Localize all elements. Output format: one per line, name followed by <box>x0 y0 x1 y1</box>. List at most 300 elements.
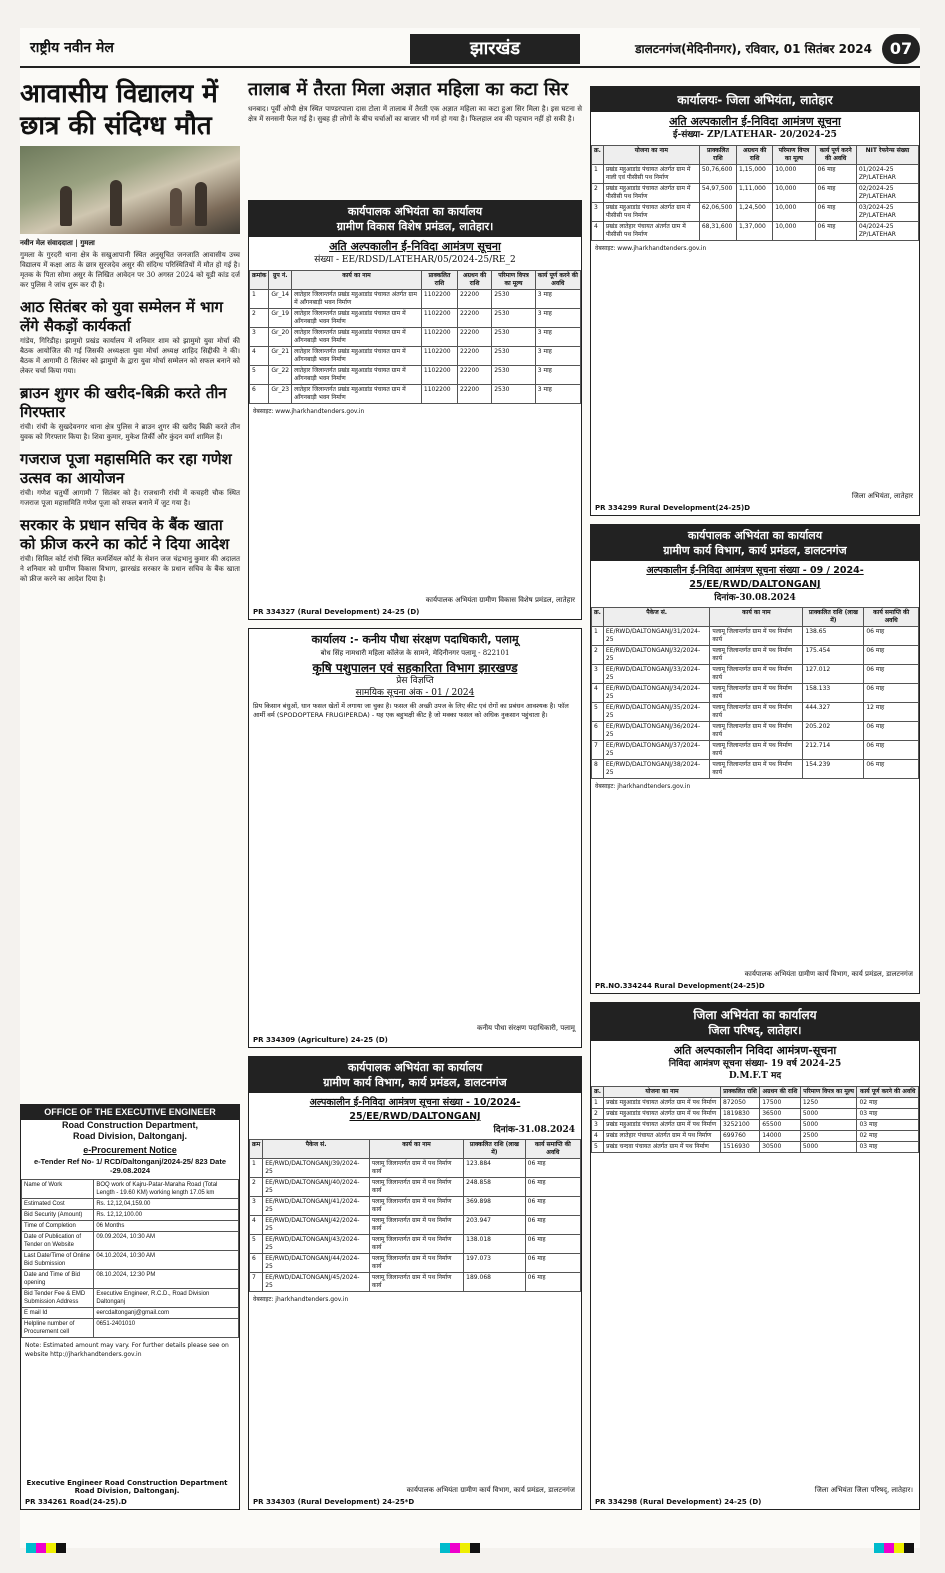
trwd-table-cell: 12 माह <box>864 703 919 722</box>
tzp-table-row <box>592 1109 919 1120</box>
tender1-table-row <box>250 309 581 328</box>
tender3-org1: कार्यपालक अभियंता का कार्यालय <box>347 1061 483 1074</box>
rcd-table-cell: 06 Months <box>94 1221 239 1232</box>
tzp-table-header-cell: योजना का नाम <box>604 1087 721 1098</box>
trwd-table-cell: EE/RWD/DALTONGANJ/38/2024-25 <box>603 760 710 779</box>
tzp-table-cell: 17500 <box>760 1098 801 1109</box>
trwd-table-cell: EE/RWD/DALTONGANJ/36/2024-25 <box>603 722 710 741</box>
rcd-table-row <box>22 1221 239 1232</box>
krishi-org2: बोध सिंह नामधारी महिला कॉलेज के सामने, मेदिनीनगर पलामू - 822101 <box>320 649 510 657</box>
trwd-table-cell: 6 <box>592 722 604 741</box>
tlat-table-cell: प्रखंड महुआडांड पंचायत अंतर्गत ग्राम में पीसीसी पथ निर्माण <box>603 203 699 222</box>
tender3-table-cell: 189.068 <box>464 1273 526 1292</box>
trwd-table-header-cell: प्राक्कलित राशि (लाख में) <box>803 608 864 627</box>
tender3-table-cell: 06 माह <box>525 1197 580 1216</box>
tender3-table-cell: 06 माह <box>525 1159 580 1178</box>
trwd-table-header-cell: कार्य का नाम <box>710 608 803 627</box>
trwd-date: दिनांक-30.08.2024 <box>714 593 796 603</box>
trwd-table-cell: 4 <box>592 684 604 703</box>
trwd-table-cell: 158.133 <box>803 684 864 703</box>
tlat-table-row <box>592 165 919 184</box>
tzp-table-cell: 36500 <box>760 1109 801 1120</box>
rcd-table-cell: Executive Engineer, R.C.D., Road Division Daltonganj <box>94 1289 239 1308</box>
tzp-table-header-cell: अग्रधन की राशि <box>760 1087 801 1098</box>
tender1-table-header-cell: ग्रुप नं. <box>269 271 292 290</box>
tender3-table-cell: 123.884 <box>464 1159 526 1178</box>
tlat-table-header-cell: परिमाण विपत्र का मूल्य <box>773 146 815 165</box>
tlat-title: अति अल्पकालीन ई-निविदा आमंत्रण सूचना <box>669 115 841 128</box>
trwd-table-cell: पलामू जिलान्तर्गत ग्राम में पथ निर्माण कार्य <box>710 703 803 722</box>
tzp-org1: जिला अभियंता का कार्यालय <box>693 1008 817 1022</box>
top-body: धनबाद। पूर्वी ओपी क्षेत्र स्थित पाण्डरपाला दास टोला में तालाब में तैरती एक अज्ञात महिला का कटा हुआ सिर मिला है। इस घटना से क्षेत्र में सनसनी फैल गई है। सुबह ही लोगों के बीच चर्चाओं का बाजार भी गर्म हो गया है। फिलहाल शव की पहचान नहीं हो सकी है। <box>248 105 582 123</box>
tender1-table-cell: Gr_20 <box>269 328 292 347</box>
trwd-table-cell: पलामू जिलान्तर्गत ग्राम में पथ निर्माण कार्य <box>710 684 803 703</box>
rcd-table-cell: BOQ work of Kajru-Patar-Maraha Road (Total Length - 19.60 KM) working length 17.05 km <box>94 1180 239 1199</box>
tender1-table-cell: 3 माह <box>535 366 580 385</box>
trwd-table-cell: 7 <box>592 741 604 760</box>
tender1-table-cell: 2530 <box>492 366 536 385</box>
tender3-table-cell: EE/RWD/DALTONGANJ/40/2024-25 <box>263 1178 370 1197</box>
tender3-table-cell: पलामू जिलान्तर्गत ग्राम में पथ निर्माण कार्य <box>369 1273 463 1292</box>
tender1-table-cell: 5 <box>250 366 269 385</box>
tender-zp-latehar-20: कार्यालयः- जिला अभियंता, लातेहार अति अल्पकालीन ई-निविदा आमंत्रण सूचना ई-संख्या- ZP/LATEHAR- 20/2024-25 क्र. योजना का नाम प्राक्कलित राशि अग्रधन की राशि परिमाण विपत्र का मूल्य कार्य पूर्ण करने की अवधि NIT रेफरेन्स संख्या 1 प्रखंड महुआडांड पंचायत अंतर्गत ग्राम में नाली एवं पीसीसी पथ निर्माण 50,76,600 1,15,000 10,000 06 माह 01/2024-25 ZP/LATEHAR 2 प्रखंड महुआडांड पंचायत अंतर्गत ग्राम में पीसीसी पथ निर्माण 54,97,500 1,11,000 10,000 06 माह 02/2024-25 ZP/LATEHAR 3 प्रखंड महुआडांड पंचायत अंतर्गत ग्राम में पीसीसी पथ निर्माण 62,06,500 1,24,500 10,000 06 माह 03/2024-25 ZP/LATEHAR 4 प्रखंड लातेहार पंचायत अंतर्गत ग्राम में पीसीसी पथ निर्माण 68,31,600 1,37,000 10,000 06 माह 04/2024-25 ZP/LATEHAR वेबसाइट: www.jharkhandtenders.gov.in जिला अभियंता, लातेहार PR 334299 Rural Development(24-25)D <box>590 86 920 516</box>
tender1-table-cell: 2 <box>250 309 269 328</box>
trwd-ref: अल्पकालीन ई-निविदा आमंत्रण सूचना संख्या - 09 / 2024-25/EE/RWD/DALTONGANJ <box>646 565 864 590</box>
tender3-table-row <box>250 1235 581 1254</box>
tzp-ref: निविदा आमंत्रण सूचना संख्या- 19 वर्ष 2024-25 <box>668 1059 842 1069</box>
tlat-table-cell: 1 <box>592 165 604 184</box>
trwd-table-cell: 2 <box>592 646 604 665</box>
tender1-table-cell: 1102200 <box>421 290 457 309</box>
rcd-table-row <box>22 1308 239 1319</box>
dateline: डालटनगंज(मेदिनीनगर), रविवार, 01 सितंबर 2024 <box>635 42 872 56</box>
lead-byline: नवीन मेल संवाददाता | गुमला <box>20 238 95 247</box>
rcd-table-cell: 04.10.2024, 10:30 AM <box>94 1251 239 1270</box>
column-2 <box>248 78 582 124</box>
tender-rdsd-latehar: कार्यपालक अभियंता का कार्यालय ग्रामीण विकास विशेष प्रमंडल, लातेहार। अति अल्पकालीन ई-निविदा आमंत्रण सूचना संख्या - EE/RDSD/LATEHAR/05/2024-25/RE_2 क्रमांक ग्रुप नं. कार्य का नाम प्राक्कलित राशि अग्रधन की राशि परिमाण विपत्र का मूल्य कार्य पूर्ण करने की अवधि 1 Gr_14 लातेहार जिलान्तर्गत प्रखंड महुआडांड पंचायत अंतर्गत ग्राम में आँगनबाड़ी भवन निर्माण 1102200 22200 2530 3 माह 2 Gr_19 लातेहार जिलान्तर्गत प्रखंड महुआडांड पंचायत ग्राम में आँगनबाड़ी भवन निर्माण 1102200 22200 2530 3 माह 3 Gr_20 लातेहार जिलान्तर्गत प्रखंड महुआडांड पंचायत ग्राम में आँगनबाड़ी भवन निर्माण 1102200 22200 2530 3 माह 4 Gr_21 लातेहार जिलान्तर्गत प्रखंड महुआडांड पंचायत ग्राम में आँगनबाड़ी भवन निर्माण 1102200 22200 2530 3 माह 5 Gr_22 लातेहार जिलान्तर्गत प्रखंड महुआडांड पंचायत ग्राम में आँगनबाड़ी भवन निर्माण 1102200 22200 2530 3 माह 6 Gr_23 लातेहार जिलान्तर्गत प्रखंड महुआडांड पंचायत ग्राम में आँगनबाड़ी भवन निर्माण 1102200 22200 2530 3 माह वेबसाइट: www.jharkhandtenders.gov.in कार्यपालक अभियंता ग्रामीण विकास विशेष प्रमंडल, लातेहार PR 334327 (Rural Development) 24-25 (D) <box>248 200 582 620</box>
krishi-sub1: प्रेस विज्ञप्ति <box>396 676 434 686</box>
tender1-table-cell: 3 माह <box>535 385 580 404</box>
tlat-table-cell: प्रखंड महुआडांड पंचायत अंतर्गत ग्राम में पीसीसी पथ निर्माण <box>603 184 699 203</box>
rcd-table-row <box>22 1270 239 1289</box>
tender3-table-cell: EE/RWD/DALTONGANJ/44/2024-25 <box>263 1254 370 1273</box>
tender3-table-cell: 7 <box>250 1273 263 1292</box>
tzp-table-cell: 699760 <box>720 1131 759 1142</box>
trwd-table-header-row <box>592 608 919 627</box>
tzp-table-cell: प्रखंड लातेहार पंचायत अंतर्गत ग्राम में पथ निर्माण <box>604 1131 721 1142</box>
top-headline: तालाब में तैरता मिला अज्ञात महिला का कटा सिर <box>248 79 569 100</box>
trwd-table-cell: EE/RWD/DALTONGANJ/33/2024-25 <box>603 665 710 684</box>
news-photo <box>20 146 240 234</box>
rcd-table-cell: Date of Publication of Tender on Website <box>22 1232 94 1251</box>
tlat-table-cell: प्रखंड महुआडांड पंचायत अंतर्गत ग्राम में नाली एवं पीसीसी पथ निर्माण <box>603 165 699 184</box>
tender3-table-cell: EE/RWD/DALTONGANJ/45/2024-25 <box>263 1273 370 1292</box>
story3-body: रांची। रांची के सुखदेवनगर थाना क्षेत्र पुलिस ने ब्राउन शुगर की खरीद बिक्री करते तीन युवक को गिरफ्तार किया है। शिवा कुमार, मुकेश तिर्की और कुंदन वर्मा शामिल हैं। <box>20 423 240 441</box>
tlat-table-cell: 1,11,000 <box>737 184 773 203</box>
tlat-table-cell: 54,97,500 <box>699 184 736 203</box>
trwd-table-cell: 06 माह <box>864 741 919 760</box>
tender1-table-cell: लातेहार जिलान्तर्गत प्रखंड महुआडांड पंचायत ग्राम में आँगनबाड़ी भवन निर्माण <box>292 385 422 404</box>
tender3-table-cell: EE/RWD/DALTONGANJ/41/2024-25 <box>263 1197 370 1216</box>
tzp-table-cell: 2500 <box>800 1131 857 1142</box>
tzp-table <box>591 1086 919 1153</box>
tender3-table-header-row <box>250 1140 581 1159</box>
tlat-table-cell: 04/2024-25 ZP/LATEHAR <box>856 222 918 241</box>
tender1-table-cell: लातेहार जिलान्तर्गत प्रखंड महुआडांड पंचायत ग्राम में आँगनबाड़ी भवन निर्माण <box>292 347 422 366</box>
trwd-table-cell: 212.714 <box>803 741 864 760</box>
tlat-table <box>591 145 919 241</box>
tender1-table-cell: Gr_14 <box>269 290 292 309</box>
tlat-table-cell: 2 <box>592 184 604 203</box>
tender3-table-cell: 4 <box>250 1216 263 1235</box>
tender1-table-cell: 1 <box>250 290 269 309</box>
trwd-table-row <box>592 627 919 646</box>
trwd-table-cell: 06 माह <box>864 722 919 741</box>
tender3-table-cell: पलामू जिलान्तर्गत ग्राम में पथ निर्माण कार्य <box>369 1235 463 1254</box>
tlat-table-cell: 10,000 <box>773 184 815 203</box>
tlat-table-cell: 1,24,500 <box>737 203 773 222</box>
rcd-note: Note: Estimated amount may vary. For further details please see on website http://jharkhandtenders.gov.in <box>25 1342 229 1358</box>
trwd-table <box>591 607 919 779</box>
tlat-table-header-cell: कार्य पूर्ण करने की अवधि <box>815 146 856 165</box>
tender3-table-cell: पलामू जिलान्तर्गत ग्राम में पथ निर्माण कार्य <box>369 1197 463 1216</box>
tender3-table-cell: 203.947 <box>464 1216 526 1235</box>
tender3-table-cell: 06 माह <box>525 1216 580 1235</box>
rcd-table-cell: 08.10.2024, 12:30 PM <box>94 1270 239 1289</box>
trwd-table-cell: EE/RWD/DALTONGANJ/35/2024-25 <box>603 703 710 722</box>
color-registration-left <box>26 1538 66 1548</box>
tender1-org1: कार्यपालक अभियंता का कार्यालय <box>347 205 483 218</box>
tender1-table-cell: 22200 <box>458 328 492 347</box>
tzp-table-cell: 5 <box>592 1142 604 1153</box>
tender1-table-cell: Gr_23 <box>269 385 292 404</box>
tzp-table-header-row <box>592 1087 919 1098</box>
trwd-table-row <box>592 760 919 779</box>
tzp-table-header-cell: कार्य पूर्ण करने की अवधि <box>857 1087 919 1098</box>
tender1-table-row <box>250 290 581 309</box>
trwd-table-cell: 127.012 <box>803 665 864 684</box>
tender3-table-row <box>250 1159 581 1178</box>
rcd-table-cell: Rs. 12,12,04,159.00 <box>94 1199 239 1210</box>
tlat-table-header-cell: प्राक्कलित राशि <box>699 146 736 165</box>
trwd-table-row <box>592 646 919 665</box>
tender1-table-cell: 22200 <box>458 366 492 385</box>
tlat-table-cell: 1,15,000 <box>737 165 773 184</box>
tender3-table-row <box>250 1197 581 1216</box>
trwd-table-cell: पलामू जिलान्तर्गत ग्राम में पथ निर्माण कार्य <box>710 646 803 665</box>
tender1-pr: PR 334327 (Rural Development) 24-25 (D) <box>253 608 420 616</box>
trwd-table-row <box>592 684 919 703</box>
tender1-table-cell: 1102200 <box>421 385 457 404</box>
tlat-table-cell: प्रखंड लातेहार पंचायत अंतर्गत ग्राम में पीसीसी पथ निर्माण <box>603 222 699 241</box>
tzp-fund: D.M.F.T मद <box>728 1071 782 1081</box>
tender1-table-header-row <box>250 271 581 290</box>
tzp-table-cell: 4 <box>592 1131 604 1142</box>
tender3-table <box>249 1139 581 1292</box>
tender3-website[interactable]: jharkhandtenders.gov.in <box>275 1296 349 1303</box>
tender3-org2: ग्रामीण कार्य विभाग, कार्य प्रमंडल, डालटनगंज <box>323 1076 507 1089</box>
tender1-table-cell: 3 माह <box>535 309 580 328</box>
tender1-table-cell: 1102200 <box>421 366 457 385</box>
rcd-table-row <box>22 1180 239 1199</box>
color-registration-center <box>440 1538 480 1548</box>
tender3-table-cell: EE/RWD/DALTONGANJ/42/2024-25 <box>263 1216 370 1235</box>
tender1-table-header-cell: परिमाण विपत्र का मूल्य <box>492 271 536 290</box>
tender1-table-cell: Gr_22 <box>269 366 292 385</box>
tender3-table-cell: 5 <box>250 1235 263 1254</box>
tender3-table-cell: 06 माह <box>525 1235 580 1254</box>
tender3-table-cell: EE/RWD/DALTONGANJ/43/2024-25 <box>263 1235 370 1254</box>
tlat-org: कार्यालयः- जिला अभियंता, लातेहार <box>591 87 919 112</box>
paper-name: राष्ट्रीय नवीन मेल <box>30 40 114 56</box>
rcd-table-cell: Name of Work <box>22 1180 94 1199</box>
tender1-title: अति अल्पकालीन ई-निविदा आमंत्रण सूचना <box>329 240 501 253</box>
tender1-table-cell: 3 माह <box>535 290 580 309</box>
tender1-table-cell: 4 <box>250 347 269 366</box>
tender1-table-cell: 2530 <box>492 290 536 309</box>
tender1-table-cell: लातेहार जिलान्तर्गत प्रखंड महुआडांड पंचायत अंतर्गत ग्राम में आँगनबाड़ी भवन निर्माण <box>292 290 422 309</box>
tlat-table-cell: 1,37,000 <box>737 222 773 241</box>
rcd-ref: e-Tender Ref No- 1/ RCD/Daltonganj/2024-25/ 823 Date -29.08.2024 <box>34 1157 226 1175</box>
krishi-org1: कार्यालय :- कनीय पौधा संरक्षण पदाधिकारी, पलामू <box>311 633 519 646</box>
tender3-table-header-cell: प्राक्कलित राशि (लाख में) <box>464 1140 526 1159</box>
tender3-table-row <box>250 1178 581 1197</box>
trwd-table-cell: पलामू जिलान्तर्गत ग्राम में पथ निर्माण कार्य <box>710 741 803 760</box>
trwd-org2: ग्रामीण कार्य विभाग, कार्य प्रमंडल, डालटनगंज <box>663 544 847 557</box>
rcd-table-cell: Estimated Cost <box>22 1199 94 1210</box>
rcd-table-cell: 09.09.2024, 10:30 AM <box>94 1232 239 1251</box>
tender1-table-cell: 22200 <box>458 347 492 366</box>
tlat-table-cell: 06 माह <box>815 222 856 241</box>
tender3-table-cell: 3 <box>250 1197 263 1216</box>
tender3-table-header-cell: क्रम <box>250 1140 263 1159</box>
trwd-signature: कार्यपालक अभियंता ग्रामीण कार्य विभाग, कार्य प्रमंडल, डालटनगंज <box>744 970 913 978</box>
tender1-table-row <box>250 328 581 347</box>
trwd-table-cell: EE/RWD/DALTONGANJ/37/2024-25 <box>603 741 710 760</box>
tlat-table-cell: 10,000 <box>773 222 815 241</box>
tender3-table-header-cell: कार्य का नाम <box>369 1140 463 1159</box>
page-number: 07 <box>882 34 920 64</box>
rcd-table-row <box>22 1232 239 1251</box>
story5-headline: सरकार के प्रधान सचिव के बैंक खाता को फ्रीज करने का कोर्ट ने दिया आदेश <box>20 516 230 553</box>
column-1 <box>20 78 240 584</box>
tender1-table-row <box>250 347 581 366</box>
tzp-table-cell: 5000 <box>800 1109 857 1120</box>
tender3-table-header-cell: कार्य समाप्ति की अवधि <box>525 1140 580 1159</box>
tzp-table-cell: प्रखंड महुआडांड पंचायत अंतर्गत ग्राम में पथ निर्माण <box>604 1120 721 1131</box>
trwd-table-cell: EE/RWD/DALTONGANJ/31/2024-25 <box>603 627 710 646</box>
tlat-table-header-cell: क्र. <box>592 146 604 165</box>
tlat-table-cell: 02/2024-25 ZP/LATEHAR <box>856 184 918 203</box>
trwd-pr: PR.NO.334244 Rural Development(24-25)D <box>595 982 765 990</box>
tender1-table-row <box>250 366 581 385</box>
rcd-office: OFFICE OF THE EXECUTIVE ENGINEER <box>44 1107 216 1117</box>
tlat-table-cell: 50,76,600 <box>699 165 736 184</box>
tender1-org2: ग्रामीण विकास विशेष प्रमंडल, लातेहार। <box>336 220 494 233</box>
rcd-table-row <box>22 1210 239 1221</box>
tender1-table-header-cell: कार्य पूर्ण करने की अवधि <box>535 271 580 290</box>
trwd-org1: कार्यपालक अभियंता का कार्यालय <box>687 529 823 542</box>
tzp-table-cell: 1516930 <box>720 1142 759 1153</box>
tzp-table-cell: 1819830 <box>720 1109 759 1120</box>
rcd-table-cell: 0651-2401010 <box>94 1319 239 1338</box>
tzp-table-cell: प्रखंड चन्दवा पंचायत अंतर्गत ग्राम में पथ निर्माण <box>604 1142 721 1153</box>
tzp-table-cell: 65500 <box>760 1120 801 1131</box>
rcd-table-row <box>22 1199 239 1210</box>
krishi-sub2: सामयिक सूचना अंक - 01 / 2024 <box>355 688 475 698</box>
tzp-pr: PR 334298 (Rural Development) 24-25 (D) <box>595 1498 762 1506</box>
trwd-table-cell: पलामू जिलान्तर्गत ग्राम में पथ निर्माण कार्य <box>710 722 803 741</box>
tlat-table-header-cell: योजना का नाम <box>603 146 699 165</box>
tender3-pr: PR 334303 (Rural Development) 24-25*D <box>253 1498 415 1506</box>
krishi-dept: कृषि पशुपालन एवं सहकारिता विभाग झारखण्ड <box>312 661 518 675</box>
tlat-table-cell: 4 <box>592 222 604 241</box>
trwd-table-cell: 3 <box>592 665 604 684</box>
tender1-table-cell: लातेहार जिलान्तर्गत प्रखंड महुआडांड पंचायत ग्राम में आँगनबाड़ी भवन निर्माण <box>292 328 422 347</box>
lead-headline: आवासीय विद्यालय में छात्र की संदिग्ध मौत <box>20 79 218 141</box>
rcd-signature: Executive Engineer Road Construction Department Road Division, Daltonganj. <box>26 1479 228 1495</box>
rcd-table-cell: Time of Completion <box>22 1221 94 1232</box>
rcd-table-cell: E mail Id <box>22 1308 94 1319</box>
tzp-table-cell: 2 <box>592 1109 604 1120</box>
tzp-table-cell: 02 माह <box>857 1131 919 1142</box>
rcd-table-row <box>22 1251 239 1270</box>
tzp-table-row <box>592 1142 919 1153</box>
tender1-table-cell: 6 <box>250 385 269 404</box>
story4-headline: गजराज पूजा महासमिति कर रहा गणेश उत्सव का आयोजन <box>20 450 232 487</box>
tender3-ref: अल्पकालीन ई-निविदा आमंत्रण सूचना संख्या - 10/2024-25/EE/RWD/DALTONGANJ <box>309 1097 521 1122</box>
tender1-table-cell: 3 माह <box>535 347 580 366</box>
tender-zp-dmft <box>590 1002 920 1510</box>
tender3-table-cell: 248.858 <box>464 1178 526 1197</box>
tender1-table-header-cell: प्राक्कलित राशि <box>421 271 457 290</box>
tender1-table-header-cell: क्रमांक <box>250 271 269 290</box>
tender3-table-cell: पलामू जिलान्तर्गत ग्राम में पथ निर्माण कार्य <box>369 1159 463 1178</box>
newspaper-page <box>20 28 920 1548</box>
trwd-table-row <box>592 741 919 760</box>
story2-headline: आठ सितंबर को युवा सम्मेलन में भाग लेंगे सैकड़ों कार्यकर्ता <box>20 298 223 335</box>
tender3-table-header-cell: पैकेज सं. <box>263 1140 370 1159</box>
rcd-dept: Road Construction Department, <box>61 1120 198 1130</box>
tender1-table-header-cell: अग्रधन की राशि <box>458 271 492 290</box>
story5-body: रांची। सिविल कोर्ट रांची स्थित कमर्शियल कोर्ट के सेशन जज चंद्रभानु कुमार की अदालत ने शनिवार को ग्रामीण विकास विभाग, झारखंड सरकार के प्रधान सचिव के बैंक खाता को फ्रीज करने का आदेश दिया है। <box>20 555 240 583</box>
tlat-ref: ई-संख्या- ZP/LATEHAR- 20/2024-25 <box>673 130 837 140</box>
krishi-signature: कनीय पौधा संरक्षण पदाधिकारी, पलामू <box>476 1024 575 1032</box>
tlat-table-row <box>592 184 919 203</box>
rcd-tender-notice <box>20 1104 240 1510</box>
story3-headline: ब्राउन शुगर की खरीद-बिक्री करते तीन गिरफ्तार <box>20 384 227 421</box>
tlat-table-cell: 01/2024-25 ZP/LATEHAR <box>856 165 918 184</box>
tlat-table-cell: 06 माह <box>815 203 856 222</box>
tender1-table-cell: 1102200 <box>421 347 457 366</box>
tender1-table-cell: 1102200 <box>421 309 457 328</box>
tzp-table-row <box>592 1120 919 1131</box>
trwd-website[interactable]: jharkhandtenders.gov.in <box>617 783 691 790</box>
tender1-table-cell: 22200 <box>458 309 492 328</box>
trwd-table-cell: 06 माह <box>864 646 919 665</box>
tlat-table-cell: 03/2024-25 ZP/LATEHAR <box>856 203 918 222</box>
tzp-signature: जिला अभियंता जिला परिषद्, लातेहार। <box>814 1486 913 1494</box>
tender3-table-cell: 1 <box>250 1159 263 1178</box>
trwd-table-cell: पलामू जिलान्तर्गत ग्राम में पथ निर्माण कार्य <box>710 760 803 779</box>
trwd-table-cell: 06 माह <box>864 684 919 703</box>
trwd-table-cell: 175.454 <box>803 646 864 665</box>
story2-body: गांडेय, गिरिडीह। झामुमो प्रखंड कार्यालय में शनिवार शाम को झामुमो युवा मोर्चा की बैठक आयोजित की गई जिसकी अध्यक्षता युवा मोर्चा अध्यक्ष शाहिद सिद्दीकी ने की। बैठक में आगामी 8 सितंबर को झामुमो के द्वारा युवा मोर्चा सम्मेलन को सफल बनाने को लेकर चर्चा किया गया। <box>20 337 240 375</box>
trwd-table-cell: EE/RWD/DALTONGANJ/32/2024-25 <box>603 646 710 665</box>
rcd-table-cell: Bid Security (Amount) <box>22 1210 94 1221</box>
tzp-title: अति अल्पकालीन निविदा आमंत्रण-सूचना <box>673 1044 837 1057</box>
trwd-table-row <box>592 722 919 741</box>
rcd-table-cell: eercdaltonganj@gmail.com <box>94 1308 239 1319</box>
tender3-table-cell: EE/RWD/DALTONGANJ/39/2024-25 <box>263 1159 370 1178</box>
tlat-website[interactable]: www.jharkhandtenders.gov.in <box>617 245 707 252</box>
tender1-table-cell: 1102200 <box>421 328 457 347</box>
tender3-table-cell: 197.073 <box>464 1254 526 1273</box>
tzp-table-cell: प्रखंड महुआडांड पंचायत अंतर्गत ग्राम में पथ निर्माण <box>604 1098 721 1109</box>
tender1-table <box>249 270 581 404</box>
tlat-table-header-cell: अग्रधन की राशि <box>737 146 773 165</box>
tender3-table-cell: 06 माह <box>525 1254 580 1273</box>
trwd-table-header-cell: कार्य समाप्ति की अवधि <box>864 608 919 627</box>
trwd-table-cell: 8 <box>592 760 604 779</box>
tzp-table-cell: 03 माह <box>857 1142 919 1153</box>
tzp-table-cell: 02 माह <box>857 1098 919 1109</box>
tzp-table-cell: 1 <box>592 1098 604 1109</box>
trwd-table-cell: 154.239 <box>803 760 864 779</box>
tlat-table-cell: 68,31,600 <box>699 222 736 241</box>
tzp-table-cell: 03 माह <box>857 1120 919 1131</box>
tlat-table-cell: 10,000 <box>773 203 815 222</box>
tzp-table-cell: 5000 <box>800 1142 857 1153</box>
trwd-table-cell: 1 <box>592 627 604 646</box>
tender1-table-cell: Gr_19 <box>269 309 292 328</box>
tzp-table-header-cell: परिमाण विपत्र का मूल्य <box>800 1087 857 1098</box>
tender1-table-cell: 3 <box>250 328 269 347</box>
rcd-heading: e-Procurement Notice <box>83 1145 177 1155</box>
story4-body: रांची। गणेश चतुर्थी आगामी 7 सितंबर को है। राजधानी रांची में कचहरी चौक स्थित गजराज पूजा महासमिति गणेश पूजा को सफल बनाने में जुट गया है। <box>20 489 240 507</box>
trwd-table-cell: 444.327 <box>803 703 864 722</box>
tender1-table-header-cell: कार्य का नाम <box>292 271 422 290</box>
section-title: झारखंड <box>410 34 580 64</box>
tender3-table-row <box>250 1273 581 1292</box>
tender3-table-cell: पलामू जिलान्तर्गत ग्राम में पथ निर्माण कार्य <box>369 1254 463 1273</box>
rcd-table-row <box>22 1319 239 1338</box>
tender1-website[interactable]: www.jharkhandtenders.gov.in <box>275 408 365 415</box>
krishi-notice <box>248 628 582 1048</box>
tender1-table-cell: 2530 <box>492 347 536 366</box>
tender3-date: दिनांक-31.08.2024 <box>493 1125 575 1135</box>
trwd-table-header-cell: क्र. <box>592 608 604 627</box>
color-registration-right <box>874 1538 914 1548</box>
tender1-table-cell: 2530 <box>492 328 536 347</box>
tender-rwd-10: कार्यपालक अभियंता का कार्यालय ग्रामीण कार्य विभाग, कार्य प्रमंडल, डालटनगंज अल्पकालीन ई-निविदा आमंत्रण सूचना संख्या - 10/2024-25/EE/RWD/DALTONGANJ दिनांक-31.08.2024 क्रम पैकेज सं. कार्य का नाम प्राक्कलित राशि (लाख में) कार्य समाप्ति की अवधि 1 EE/RWD/DALTONGANJ/39/2024-25 पलामू जिलान्तर्गत ग्राम में पथ निर्माण कार्य 123.884 06 माह 2 EE/RWD/DALTONGANJ/40/2024-25 पलामू जिलान्तर्गत ग्राम में पथ निर्माण कार्य 248.858 06 माह 3 EE/RWD/DALTONGANJ/41/2024-25 पलामू जिलान्तर्गत ग्राम में पथ निर्माण कार्य 369.898 06 माह 4 EE/RWD/DALTONGANJ/42/2024-25 पलामू जिलान्तर्गत ग्राम में पथ निर्माण कार्य 203.947 06 माह 5 EE/RWD/DALTONGANJ/43/2024-25 पलामू जिलान्तर्गत ग्राम में पथ निर्माण कार्य 138.018 06 माह 6 EE/RWD/DALTONGANJ/44/2024-25 पलामू जिलान्तर्गत ग्राम में पथ निर्माण कार्य 197.073 06 माह 7 EE/RWD/DALTONGANJ/45/2024-25 पलामू जिलान्तर्गत ग्राम में पथ निर्माण कार्य 189.068 06 माह वेबसाइट: jharkhandtenders.gov.in कार्यपालक अभियंता ग्रामीण कार्य विभाग, कार्य प्रमंडल, डालटनगंज PR 334303 (Rural Development) 24-25*D <box>248 1056 582 1510</box>
tlat-table-cell: 06 माह <box>815 165 856 184</box>
trwd-table-cell: पलामू जिलान्तर्गत ग्राम में पथ निर्माण कार्य <box>710 627 803 646</box>
tender-rwd-09: कार्यपालक अभियंता का कार्यालय ग्रामीण कार्य विभाग, कार्य प्रमंडल, डालटनगंज अल्पकालीन ई-निविदा आमंत्रण सूचना संख्या - 09 / 2024-25/EE/RWD/DALTONGANJ दिनांक-30.08.2024 क्र. पैकेज सं. कार्य का नाम प्राक्कलित राशि (लाख में) कार्य समाप्ति की अवधि 1 EE/RWD/DALTONGANJ/31/2024-25 पलामू जिलान्तर्गत ग्राम में पथ निर्माण कार्य 138.65 06 माह 2 EE/RWD/DALTONGANJ/32/2024-25 पलामू जिलान्तर्गत ग्राम में पथ निर्माण कार्य 175.454 06 माह 3 EE/RWD/DALTONGANJ/33/2024-25 पलामू जिलान्तर्गत ग्राम में पथ निर्माण कार्य 127.012 06 माह 4 EE/RWD/DALTONGANJ/34/2024-25 पलामू जिलान्तर्गत ग्राम में पथ निर्माण कार्य 158.133 06 माह 5 EE/RWD/DALTONGANJ/35/2024-25 पलामू जिलान्तर्गत ग्राम में पथ निर्माण कार्य 444.327 12 माह 6 EE/RWD/DALTONGANJ/36/2024-25 पलामू जिलान्तर्गत ग्राम में पथ निर्माण कार्य 205.202 06 माह 7 EE/RWD/DALTONGANJ/37/2024-25 पलामू जिलान्तर्गत ग्राम में पथ निर्माण कार्य 212.714 06 माह 8 EE/RWD/DALTONGANJ/38/2024-25 पलामू जिलान्तर्गत ग्राम में पथ निर्माण कार्य 154.239 06 माह वेबसाइट: jharkhandtenders.gov.in कार्यपालक अभियंता ग्रामीण कार्य विभाग, कार्य प्रमंडल, डालटनगंज PR.NO.334244 Rural Development(24-25)D <box>590 524 920 994</box>
tender3-table-cell: 06 माह <box>525 1178 580 1197</box>
tzp-table-cell: 30500 <box>760 1142 801 1153</box>
trwd-table-cell: पलामू जिलान्तर्गत ग्राम में पथ निर्माण कार्य <box>710 665 803 684</box>
rcd-table-cell: Helpline number of Procurement cell <box>22 1319 94 1338</box>
tlat-table-cell: 3 <box>592 203 604 222</box>
tender1-table-cell: 22200 <box>458 290 492 309</box>
tzp-table-cell: 14000 <box>760 1131 801 1142</box>
tender3-table-cell: 369.898 <box>464 1197 526 1216</box>
tender1-table-cell: लातेहार जिलान्तर्गत प्रखंड महुआडांड पंचायत ग्राम में आँगनबाड़ी भवन निर्माण <box>292 309 422 328</box>
tzp-table-cell: 3252100 <box>720 1120 759 1131</box>
rcd-table-cell: Rs. 12,12,100.00 <box>94 1210 239 1221</box>
rcd-table <box>21 1179 239 1338</box>
